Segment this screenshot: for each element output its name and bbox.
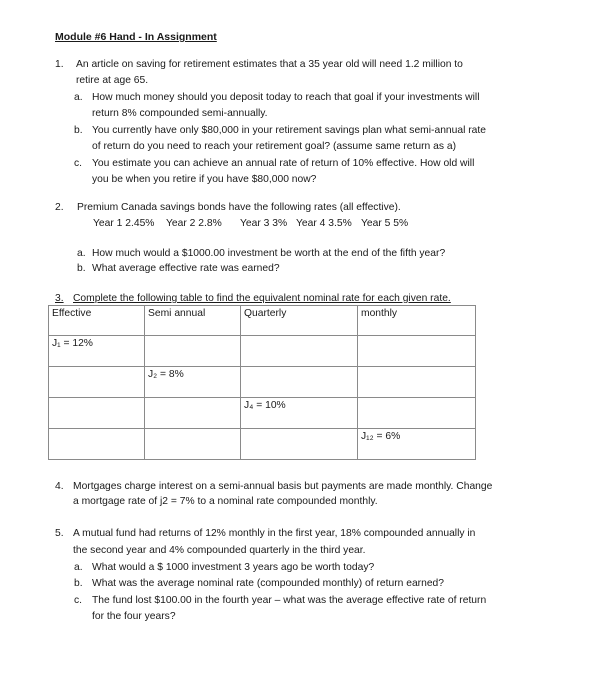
question-number: 4. bbox=[55, 481, 64, 492]
question-text: A mutual fund had returns of 12% monthly in the first year, 18% compounded annually in bbox=[73, 528, 476, 539]
table-cell bbox=[358, 398, 476, 429]
question-text: Complete the following table to find the equivalent nominal rate for each given rate. bbox=[73, 293, 451, 304]
part-text: for the four years? bbox=[92, 611, 176, 622]
rate-year-3: Year 3 3% bbox=[240, 218, 288, 229]
question-text: a mortgage rate of j2 = 7% to a nominal rate compounded monthly. bbox=[73, 496, 378, 507]
part-text: How much would a $1000.00 investment be worth at the end of the fifth year? bbox=[92, 248, 446, 259]
question-number: 3. bbox=[55, 293, 64, 304]
question-text: Mortgages charge interest on a semi-annual basis but payments are made monthly. Change bbox=[73, 481, 493, 492]
part-text: What was the average nominal rate (compounded monthly) of return earned? bbox=[92, 578, 445, 589]
part-letter: b. bbox=[74, 125, 83, 136]
table-cell: J₁₂ = 6% bbox=[358, 429, 476, 460]
table-cell bbox=[145, 429, 241, 460]
page-title: Module #6 Hand - In Assignment bbox=[55, 31, 217, 43]
table-cell bbox=[358, 367, 476, 398]
table-cell: J₄ = 10% bbox=[241, 398, 358, 429]
part-text: How much money should you deposit today to reach that goal if your investments will bbox=[92, 92, 480, 103]
question-number: 2. bbox=[55, 202, 64, 213]
part-letter: a. bbox=[74, 562, 83, 573]
table-cell bbox=[241, 367, 358, 398]
question-text: the second year and 4% compounded quarterly in the third year. bbox=[73, 545, 366, 556]
part-text: You currently have only $80,000 in your retirement savings plan what semi-annual rate bbox=[92, 125, 486, 136]
table-row bbox=[49, 336, 476, 367]
table-cell bbox=[241, 429, 358, 460]
table-row bbox=[49, 367, 476, 398]
table-row bbox=[49, 398, 476, 429]
table-row bbox=[49, 429, 476, 460]
part-text: return 8% compounded semi-annually. bbox=[92, 108, 268, 119]
part-text: of return do you need to reach your retirement goal? (assume same return as a) bbox=[92, 141, 457, 152]
part-letter: b. bbox=[74, 578, 83, 589]
header-effective: Effective bbox=[49, 306, 145, 336]
part-letter: b. bbox=[77, 263, 86, 274]
header-quarterly: Quarterly bbox=[241, 306, 358, 336]
part-letter: a. bbox=[77, 248, 86, 259]
rate-year-2: Year 2 2.8% bbox=[166, 218, 222, 229]
header-semi-annual: Semi annual bbox=[145, 306, 241, 336]
table-cell bbox=[358, 336, 476, 367]
table-cell bbox=[145, 398, 241, 429]
part-letter: c. bbox=[74, 595, 83, 606]
part-text: you be when you retire if you have $80,000 now? bbox=[92, 174, 317, 185]
table-cell: J₂ = 8% bbox=[145, 367, 241, 398]
table-cell bbox=[145, 336, 241, 367]
table-cell bbox=[49, 429, 145, 460]
table-cell bbox=[49, 398, 145, 429]
header-monthly: monthly bbox=[358, 306, 476, 336]
part-letter: a. bbox=[74, 92, 83, 103]
part-text: You estimate you can achieve an annual rate of return of 10% effective. How old will bbox=[92, 158, 475, 169]
rate-year-1: Year 1 2.45% bbox=[93, 218, 155, 229]
part-text: What average effective rate was earned? bbox=[92, 263, 280, 274]
part-text: The fund lost $100.00 in the fourth year – what was the average effective rate of return bbox=[92, 595, 487, 606]
question-text: Premium Canada savings bonds have the following rates (all effective). bbox=[77, 202, 401, 213]
rate-year-4: Year 4 3.5% bbox=[296, 218, 352, 229]
table-header-row bbox=[49, 306, 476, 336]
rate-table bbox=[48, 305, 476, 460]
table-cell: J₁ = 12% bbox=[49, 336, 145, 367]
question-text: retire at age 65. bbox=[76, 75, 149, 86]
table-cell bbox=[241, 336, 358, 367]
rate-year-5: Year 5 5% bbox=[361, 218, 409, 229]
question-text: An article on saving for retirement estimates that a 35 year old will need 1.2 million to bbox=[76, 59, 463, 70]
part-letter: c. bbox=[74, 158, 83, 169]
part-text: What would a $ 1000 investment 3 years ago be worth today? bbox=[92, 562, 375, 573]
question-number: 5. bbox=[55, 528, 64, 539]
table-cell bbox=[49, 367, 145, 398]
question-number: 1. bbox=[55, 59, 64, 70]
